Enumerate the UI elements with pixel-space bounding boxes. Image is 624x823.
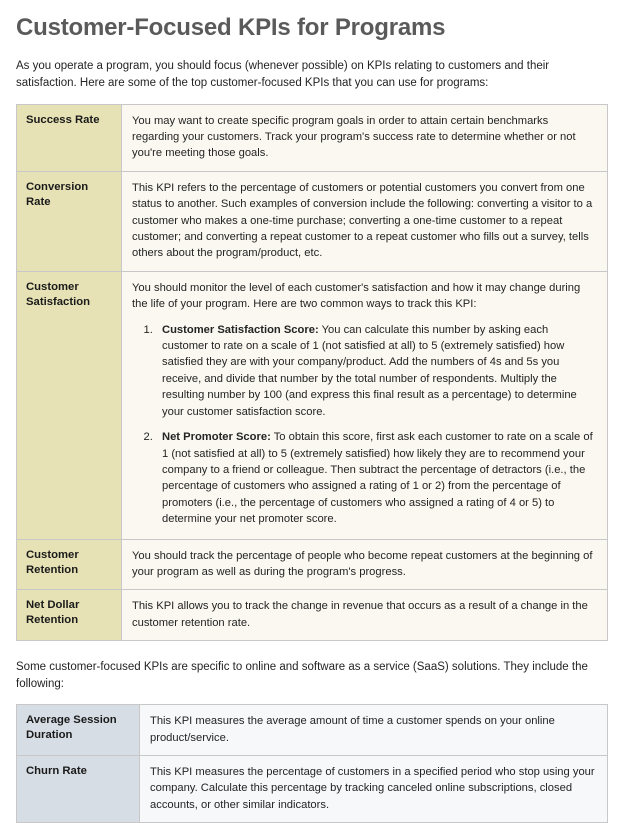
kpi-description-text: This KPI measures the average amount of time a customer spends on your online product/service. (150, 715, 555, 744)
list-item-text: You can calculate this number by asking each customer to rate on a scale of 1 (not satisfied at all) to 5 (extremely satisfied) how satisfied they are with your company/product. Add the numbers of 4s and 5s you receive, and divide that number by the total number of respondents. Multiply the resulting number by 100 (and express this final result as a percentage) to determine your customer satisfaction score. (162, 323, 577, 418)
saas-paragraph: Some customer-focused KPIs are specific to online and software as a service (SaaS) solutions. They include the following: (16, 661, 588, 691)
table-row (17, 171, 608, 271)
page-title: Customer-Focused KPIs for Programs (16, 14, 446, 41)
kpi-description-text: You should track the percentage of people who become repeat customers at the beginning of your program as well as during the program's progress. (132, 549, 593, 578)
table-row (17, 755, 608, 822)
kpi-name-cell: Conversion Rate (17, 171, 122, 271)
kpi-description-text: This KPI measures the percentage of customers in a specified period who stop using your company. Calculate this percentage by tracking canceled online subscriptions, closed accounts, or other similar indicators. (150, 765, 595, 811)
kpi-name-cell: Customer Satisfaction (17, 271, 122, 539)
kpi-description-cell (122, 590, 608, 641)
list-item (156, 429, 597, 527)
program-kpis-table (16, 104, 608, 642)
list-item-lead: Net Promoter Score: (162, 431, 271, 444)
kpi-description-cell (122, 171, 608, 271)
list-item-text: To obtain this score, first ask each customer to rate on a scale of 1 (not satisfied at all) to 5 (extremely satisfied) how likely they are to recommend your company to a friend or colleague. Then subtract the percentage of detractors (i.e., the percentage of customers who assigned a rating of 1 or 2) from the percentage of promoters (i.e., the percentage of customers who assigned a rating of 4 or 5) to determine your net promoter score. (162, 431, 593, 526)
table-row (17, 271, 608, 539)
table-row (17, 590, 608, 641)
kpi-description-text: This KPI allows you to track the change in revenue that occurs as a result of a change in the customer retention rate. (132, 600, 588, 629)
kpi-description-cell (122, 104, 608, 171)
list-item (156, 322, 597, 420)
kpi-description-text: You should monitor the level of each customer's satisfaction and how it may change during the life of your program. Here are two common ways to track this KPI: (132, 281, 581, 311)
kpi-description-cell (140, 705, 608, 756)
kpi-name-cell: Customer Retention (17, 539, 122, 590)
kpi-name-cell: Success Rate (17, 104, 122, 171)
table-row (17, 539, 608, 590)
saas-kpis-table (16, 704, 608, 823)
kpi-description-cell (122, 539, 608, 590)
list-item-lead: Customer Satisfaction Score: (162, 323, 319, 336)
intro-paragraph: As you operate a program, you should focus (whenever possible) on KPIs relating to customers and their satisfaction. Here are some of the top customer-focused KPIs that you can use for programs: (16, 59, 550, 89)
kpi-name-cell: Average Session Duration (17, 705, 140, 756)
kpi-description-cell (122, 271, 608, 539)
kpi-description-text: This KPI refers to the percentage of customers or potential customers you convert from one status to another. Such examples of conversion include the following: converting a visitor to a customer who makes a one-time purchase; converting a one-time customer to a repeat customer; and converting a repeat customer to a repeat customer who fills out a survey, tells others about the program/product, etc. (132, 181, 593, 260)
table-row (17, 104, 608, 171)
kpi-name-cell: Churn Rate (17, 755, 140, 822)
kpi-sublist (132, 322, 597, 528)
kpi-name-cell: Net Dollar Retention (17, 590, 122, 641)
kpi-description-text: You may want to create specific program goals in order to attain certain benchmarks regarding your customers. Track your program's success rate to determine whether or not you're meeting those goals. (132, 114, 576, 160)
table-row (17, 705, 608, 756)
kpi-description-cell (140, 755, 608, 822)
